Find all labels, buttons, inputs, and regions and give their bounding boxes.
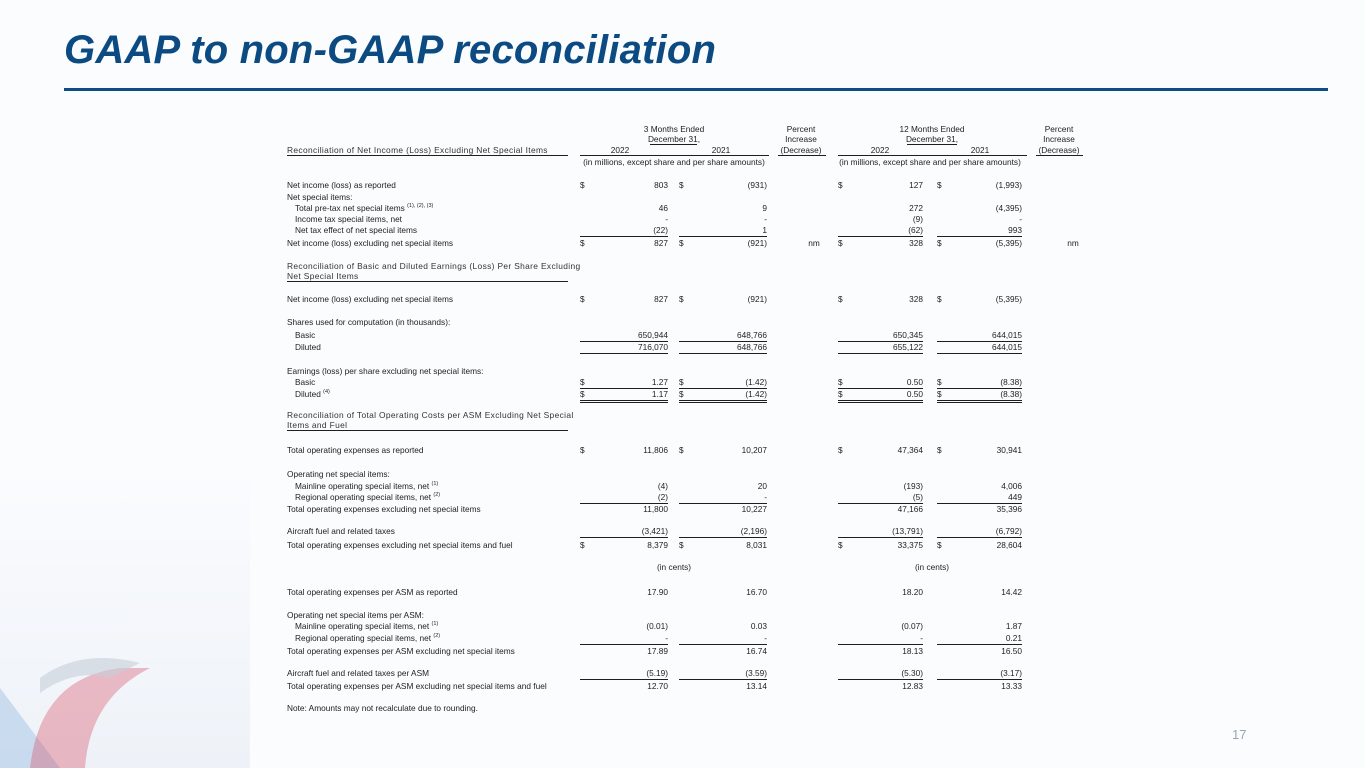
eps_dil-value-3: 0.50 <box>906 389 923 399</box>
ni_rep-value-2: (931) <box>747 180 767 190</box>
page-title: GAAP to non-GAAP reconciliation <box>64 28 717 72</box>
casm_reg-underline-4 <box>937 644 1022 645</box>
casm_excl-value-3: 18.13 <box>902 646 923 656</box>
label-pretax <box>295 203 433 213</box>
ni_excl-value-1: 827 <box>654 238 668 248</box>
label-op-special-asm: Operating net special items per ASM: <box>287 610 424 620</box>
casm_rep-value-4: 14.42 <box>1001 587 1022 597</box>
eps_dil-currency-4: $ <box>937 389 942 399</box>
section-eps-rule <box>287 281 568 282</box>
inctax-value-2: - <box>764 214 767 224</box>
eps_dil-underline-4 <box>937 400 1022 401</box>
casm_excl-value-4: 16.50 <box>1001 646 1022 656</box>
label-ni-excl-2: Net income (loss) excluding net special items <box>287 294 454 304</box>
regional-value-2: - <box>764 492 767 502</box>
inctax-value-3: (9) <box>912 214 923 224</box>
eps_dil-value-2: (1.42) <box>745 389 767 399</box>
note-rounding: Note: Amounts may not recalculate due to rounding. <box>287 703 478 713</box>
basic_sh-value-2: 648,766 <box>737 330 767 340</box>
header-year-2022-3m: 2022 <box>610 145 630 155</box>
nettax-value-2: 1 <box>762 225 767 235</box>
opex_rep-currency-1: $ <box>580 445 585 455</box>
ni_excl-currency-3: $ <box>838 294 843 304</box>
ni_excl-currency-3: $ <box>838 238 843 248</box>
regional-value-3: (5) <box>912 492 923 502</box>
ni_rep-value-3: 127 <box>909 180 923 190</box>
fuel_asm-underline-3 <box>838 679 923 680</box>
ni_excl-value-2: (921) <box>747 238 767 248</box>
section-casm-rule <box>287 430 568 431</box>
label-mainline <box>295 481 438 491</box>
label-opex-reported: Total operating expenses as reported <box>287 445 424 455</box>
ni_excl-nm-3m: nm <box>808 238 820 248</box>
header-percent-12m: Percent <box>1044 124 1074 134</box>
nettax-value-4: 993 <box>1008 225 1022 235</box>
mainline-value-1: (4) <box>657 481 668 491</box>
pretax-value-1: 46 <box>658 203 668 213</box>
casm_excl_fuel-value-4: 13.33 <box>1001 681 1022 691</box>
label-pretax-footnote: (1), (2), (3) <box>407 203 434 209</box>
page-number: 17 <box>1232 727 1247 742</box>
section-eps-title-2: Net Special Items <box>287 271 359 281</box>
eps_dil-underline2-3 <box>838 402 923 403</box>
header-rule-pct-12m <box>1036 155 1083 156</box>
eps_basic-currency-1: $ <box>580 377 585 387</box>
eps_dil-currency-2: $ <box>679 389 684 399</box>
regional-value-1: (2) <box>657 492 668 502</box>
opex_rep-value-3: 47,364 <box>897 445 923 455</box>
ni_excl-value-4: (5,395) <box>995 238 1022 248</box>
casm_rep-value-3: 18.20 <box>902 587 923 597</box>
label-regional <box>295 492 440 502</box>
casm_reg-underline-3 <box>838 644 923 645</box>
eps_basic-currency-2: $ <box>679 377 684 387</box>
section-net-income-rule <box>287 155 568 156</box>
header-year-2022-12m: 2022 <box>870 145 890 155</box>
eps_dil-underline-1 <box>580 400 668 401</box>
regional-value-4: 449 <box>1008 492 1022 502</box>
ni_excl-currency-1: $ <box>580 294 585 304</box>
eps_dil-underline2-4 <box>937 402 1022 403</box>
casm_reg-value-2: - <box>764 633 767 643</box>
eps_basic-currency-3: $ <box>838 377 843 387</box>
ni_rep-currency-3: $ <box>838 180 843 190</box>
ni_rep-value-1: 803 <box>654 180 668 190</box>
fuel-value-1: (3,421) <box>641 526 668 536</box>
header-rule-12m <box>838 155 1027 156</box>
header-year-2021-3m: 2021 <box>711 145 731 155</box>
label-casm-reported: Total operating expenses per ASM as reported <box>287 587 458 597</box>
opex_excl_fuel-value-1: 8,379 <box>647 540 668 550</box>
label-op-special: Operating net special items: <box>287 469 390 479</box>
casm_rep-value-1: 17.90 <box>647 587 668 597</box>
section-net-income-title: Reconciliation of Net Income (Loss) Excluding Net Special Items <box>287 145 548 155</box>
opex_excl_fuel-value-4: 28,604 <box>996 540 1022 550</box>
eps_dil-underline2-2 <box>679 402 767 403</box>
fuel_asm-value-1: (5.19) <box>646 668 668 678</box>
label-mainline-footnote: (1) <box>431 481 439 487</box>
opex_excl-value-3: 47,166 <box>897 504 923 514</box>
fuel-value-3: (13,791) <box>892 526 923 536</box>
pretax-value-3: 272 <box>909 203 923 213</box>
eps_basic-value-3: 0.50 <box>906 377 923 387</box>
header-units-12m: (in millions, except share and per share amounts) <box>839 157 1021 167</box>
eps_dil-value-4: (8.38) <box>1000 389 1022 399</box>
dil_sh-value-1: 716,070 <box>638 342 668 352</box>
eps_basic-value-4: (8.38) <box>1000 377 1022 387</box>
ni_excl-value-4: (5,395) <box>995 294 1022 304</box>
mainline-value-3: (193) <box>903 481 923 491</box>
eps_dil-currency-1: $ <box>580 389 585 399</box>
pretax-value-4: (4,395) <box>995 203 1022 213</box>
header-increase-3m: Increase <box>785 134 817 144</box>
label-casm-mainline <box>295 621 438 631</box>
ni_excl-currency-2: $ <box>679 294 684 304</box>
ni_excl-nm-12m: nm <box>1067 238 1079 248</box>
label-casm-regional <box>295 633 440 643</box>
units-cents-3m: (in cents) <box>656 562 692 572</box>
opex_rep-currency-2: $ <box>679 445 684 455</box>
opex_rep-value-4: 30,941 <box>996 445 1022 455</box>
opex_excl_fuel-currency-4: $ <box>937 540 942 550</box>
nettax-underline-3 <box>838 236 923 237</box>
header-dec31-12m: December 31, <box>905 134 959 144</box>
dil_sh-value-2: 648,766 <box>737 342 767 352</box>
brand-flight-symbol <box>0 568 260 768</box>
dil_sh-underline-2 <box>679 353 767 354</box>
opex_rep-value-2: 10,207 <box>741 445 767 455</box>
header-12-months: 12 Months Ended <box>899 124 965 134</box>
casm_reg-value-3: - <box>920 633 923 643</box>
opex_excl_fuel-value-3: 33,375 <box>897 540 923 550</box>
ni_excl-currency-1: $ <box>580 238 585 248</box>
label-diluted-shares: Diluted <box>295 342 321 352</box>
casm_main-value-2: 0.03 <box>750 621 767 631</box>
dil_sh-underline-4 <box>937 353 1022 354</box>
section-casm-title-1: Reconciliation of Total Operating Costs per ASM Excluding Net Special <box>287 410 574 420</box>
label-pretax-text: Total pre-tax net special items <box>295 203 405 213</box>
pretax-value-2: 9 <box>762 203 767 213</box>
basic_sh-value-4: 644,015 <box>992 330 1022 340</box>
fuel_asm-underline-4 <box>937 679 1022 680</box>
section-casm-title-2: Items and Fuel <box>287 420 348 430</box>
casm_excl-value-2: 16.74 <box>746 646 767 656</box>
opex_rep-currency-4: $ <box>937 445 942 455</box>
fuel_asm-underline-1 <box>580 679 668 680</box>
dil_sh-underline-1 <box>580 353 668 354</box>
header-3-months: 3 Months Ended <box>643 124 705 134</box>
fuel_asm-value-3: (5.30) <box>901 668 923 678</box>
label-eps-basic: Basic <box>295 377 316 387</box>
label-income-tax: Income tax special items, net <box>295 214 402 224</box>
section-eps-title-1: Reconciliation of Basic and Diluted Earnings (Loss) Per Share Excluding <box>287 261 581 271</box>
fuel-underline-4 <box>937 537 1022 538</box>
casm_excl_fuel-value-3: 12.83 <box>902 681 923 691</box>
header-rule-12m-top <box>907 144 957 145</box>
header-decrease-3m: (Decrease) <box>780 145 822 155</box>
label-casm-regional-footnote: (2) <box>433 633 441 639</box>
label-eps-diluted <box>295 389 330 399</box>
opex_excl_fuel-currency-1: $ <box>580 540 585 550</box>
casm_main-value-3: (0.07) <box>901 621 923 631</box>
opex_excl-value-1: 11,800 <box>643 504 668 514</box>
mainline-value-2: 20 <box>757 481 767 491</box>
ni_excl-value-3: 328 <box>909 294 923 304</box>
label-net-special: Net special items: <box>287 192 353 202</box>
casm_reg-underline-2 <box>679 644 767 645</box>
nettax-value-3: (62) <box>908 225 923 235</box>
nettax-underline-4 <box>937 236 1022 237</box>
opex_rep-currency-3: $ <box>838 445 843 455</box>
header-rule-pct-3m <box>778 155 826 156</box>
label-casm-mainline-footnote: (1) <box>431 621 439 627</box>
eps_dil-underline2-1 <box>580 402 668 403</box>
dil_sh-underline-3 <box>838 353 923 354</box>
ni_excl-currency-4: $ <box>937 294 942 304</box>
casm_reg-value-1: - <box>665 633 668 643</box>
label-casm-regional-text: Regional operating special items, net <box>295 633 432 643</box>
casm_excl_fuel-value-1: 12.70 <box>647 681 668 691</box>
casm_reg-underline-1 <box>580 644 668 645</box>
header-year-2021-12m: 2021 <box>970 145 990 155</box>
units-cents-12m: (in cents) <box>914 562 950 572</box>
eps_basic-value-1: 1.27 <box>651 377 668 387</box>
ni_rep-currency-1: $ <box>580 180 585 190</box>
label-fuel: Aircraft fuel and related taxes <box>287 526 395 536</box>
label-opex-excl-fuel: Total operating expenses excluding net special items and fuel <box>287 540 513 550</box>
eps_dil-underline-2 <box>679 400 767 401</box>
nettax-value-1: (22) <box>653 225 668 235</box>
ni_excl-currency-4: $ <box>937 238 942 248</box>
casm_reg-value-4: 0.21 <box>1005 633 1022 643</box>
label-fuel-asm: Aircraft fuel and related taxes per ASM <box>287 668 430 678</box>
fuel_asm-underline-2 <box>679 679 767 680</box>
fuel-underline-2 <box>679 537 767 538</box>
fuel-underline-3 <box>838 537 923 538</box>
inctax-value-1: - <box>665 214 668 224</box>
fuel_asm-value-4: (3.17) <box>1000 668 1022 678</box>
nettax-underline-2 <box>679 236 767 237</box>
header-increase-12m: Increase <box>1043 134 1075 144</box>
dil_sh-value-4: 644,015 <box>992 342 1022 352</box>
title-underline <box>64 88 1328 91</box>
opex_excl_fuel-currency-3: $ <box>838 540 843 550</box>
header-dec31-3m: December 31, <box>647 134 701 144</box>
casm_rep-value-2: 16.70 <box>746 587 767 597</box>
label-casm-excl: Total operating expenses per ASM excluding net special items <box>287 646 515 656</box>
ni_excl-value-2: (921) <box>747 294 767 304</box>
header-units-3m: (in millions, except share and per share amounts) <box>583 157 765 167</box>
label-casm-mainline-text: Mainline operating special items, net <box>295 621 430 631</box>
nettax-underline-1 <box>580 236 668 237</box>
dil_sh-value-3: 655,122 <box>893 342 923 352</box>
ni_excl-currency-2: $ <box>679 238 684 248</box>
casm_excl_fuel-value-2: 13.14 <box>746 681 767 691</box>
ni_excl-value-3: 328 <box>909 238 923 248</box>
opex_excl_fuel-currency-2: $ <box>679 540 684 550</box>
opex_excl_fuel-value-2: 8,031 <box>746 540 767 550</box>
eps_basic-value-2: (1.42) <box>745 377 767 387</box>
header-rule-3m <box>580 155 769 156</box>
label-eps-diluted-text: Diluted <box>295 389 321 399</box>
header-percent-3m: Percent <box>786 124 816 134</box>
label-opex-excl: Total operating expenses excluding net special items <box>287 504 481 514</box>
opex_excl-value-4: 35,396 <box>996 504 1022 514</box>
label-regional-footnote: (2) <box>433 492 441 498</box>
mainline-value-4: 4,006 <box>1001 481 1022 491</box>
eps_dil-underline-3 <box>838 400 923 401</box>
opex_rep-value-1: 11,806 <box>643 445 668 455</box>
fuel-value-2: (2,196) <box>740 526 767 536</box>
label-ni-excl: Net income (loss) excluding net special items <box>287 238 454 248</box>
ni_rep-value-4: (1,993) <box>995 180 1022 190</box>
label-ni-reported: Net income (loss) as reported <box>287 180 396 190</box>
header-rule-3m-top <box>650 144 697 145</box>
ni_excl-value-1: 827 <box>654 294 668 304</box>
eps_dil-currency-3: $ <box>838 389 843 399</box>
opex_excl-value-2: 10,227 <box>741 504 767 514</box>
label-regional-text: Regional operating special items, net <box>295 492 432 502</box>
label-mainline-text: Mainline operating special items, net <box>295 481 430 491</box>
inctax-value-4: - <box>1019 214 1022 224</box>
casm_main-value-1: (0.01) <box>646 621 668 631</box>
basic_sh-value-1: 650,944 <box>638 330 668 340</box>
fuel_asm-value-2: (3.59) <box>745 668 767 678</box>
eps_basic-currency-4: $ <box>937 377 942 387</box>
basic_sh-value-3: 650,345 <box>893 330 923 340</box>
label-net-tax: Net tax effect of net special items <box>295 225 418 235</box>
label-eps-diluted-footnote: (4) <box>323 389 330 395</box>
label-shares: Shares used for computation (in thousands): <box>287 317 451 327</box>
casm_excl-value-1: 17.89 <box>647 646 668 656</box>
label-eps: Earnings (loss) per share excluding net special items: <box>287 366 484 376</box>
header-decrease-12m: (Decrease) <box>1038 145 1080 155</box>
label-casm-excl-fuel: Total operating expenses per ASM excluding net special items and fuel <box>287 681 547 691</box>
ni_rep-currency-4: $ <box>937 180 942 190</box>
label-basic-shares: Basic <box>295 330 316 340</box>
fuel-value-4: (6,792) <box>995 526 1022 536</box>
eps_dil-value-1: 1.17 <box>651 389 668 399</box>
casm_main-value-4: 1.87 <box>1005 621 1022 631</box>
fuel-underline-1 <box>580 537 668 538</box>
ni_rep-currency-2: $ <box>679 180 684 190</box>
